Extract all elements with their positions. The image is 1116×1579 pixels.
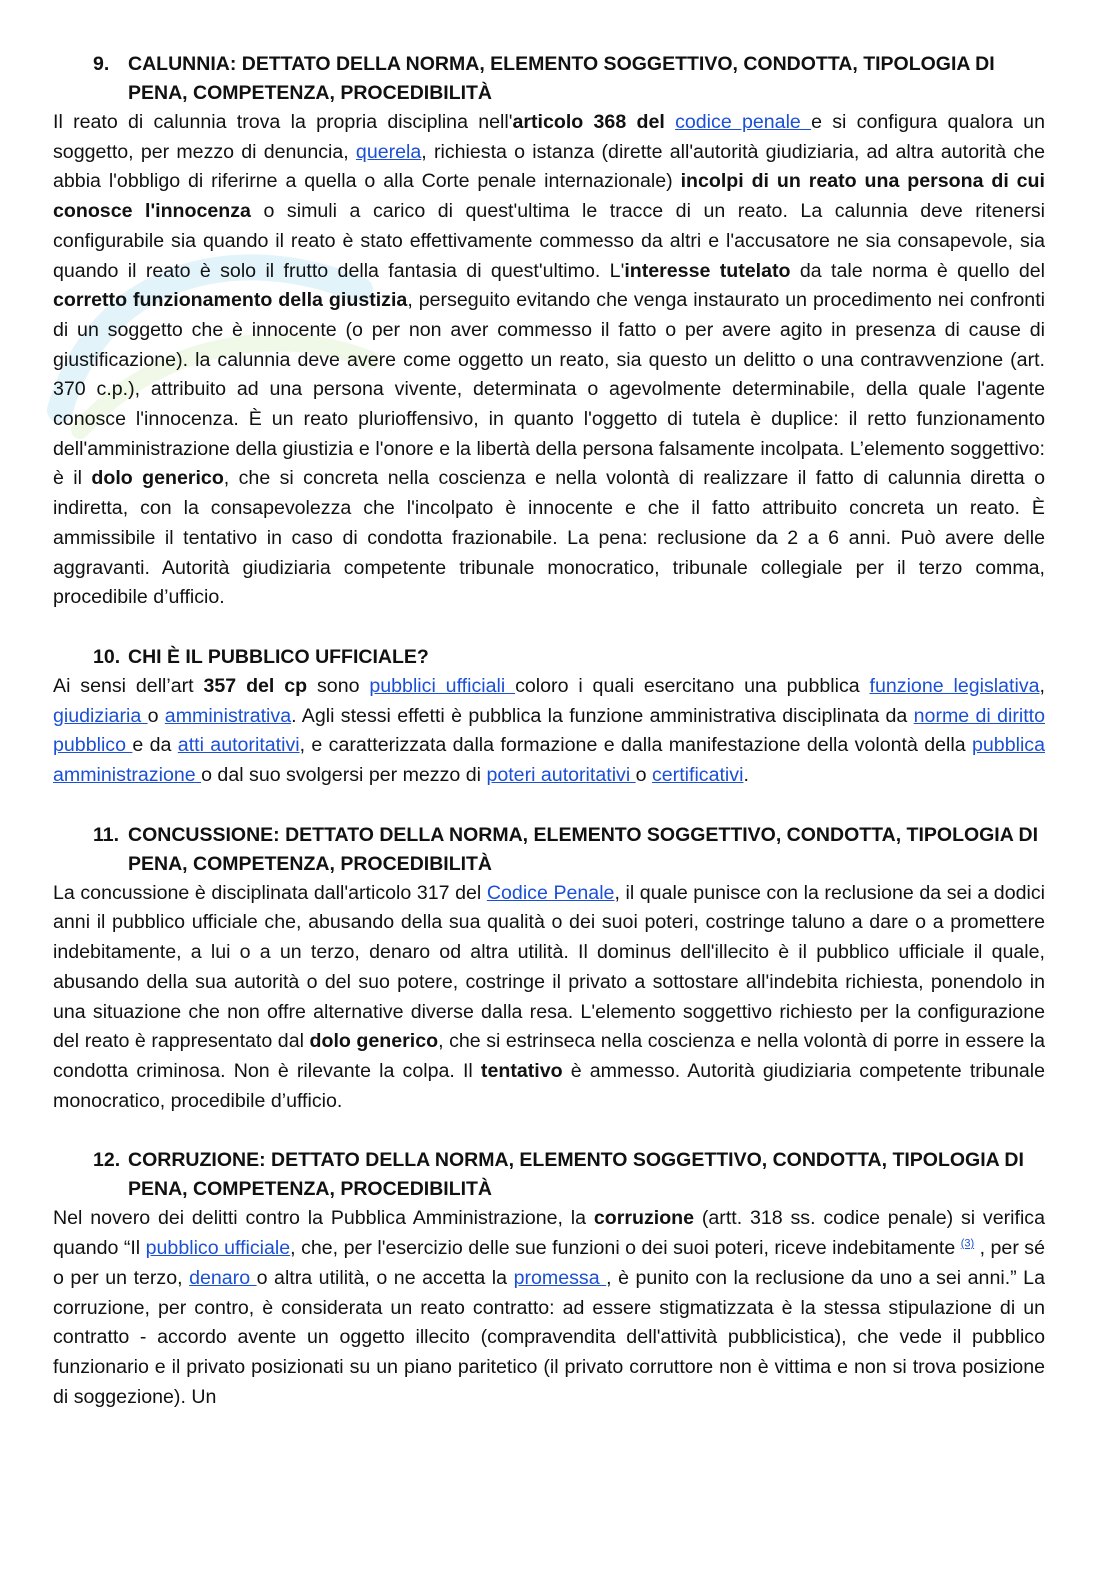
inline-link[interactable]: pubblica amministrazione: [53, 734, 1045, 787]
section-body: [53, 108, 1045, 613]
inline-link[interactable]: poteri autoritativi: [486, 764, 636, 787]
inline-link[interactable]: pubblici ufficiali: [369, 674, 516, 697]
bold-text: dolo generico: [91, 467, 224, 490]
text-run: , che, per l'esercizio delle sue funzioni o dei suoi poteri, riceve indebitamente: [290, 1237, 961, 1260]
text-run: , per sé o per un terzo,: [53, 1237, 1045, 1289]
section-10: [53, 643, 1045, 791]
section-11: [53, 821, 1045, 1117]
text-run: da tale norma è quello del: [790, 259, 1045, 282]
text-run: e si configura qualora un soggetto, per mezzo di denuncia,: [53, 111, 1045, 163]
inline-link[interactable]: atti autoritativi: [177, 734, 300, 757]
bold-text: articolo 368 del: [512, 111, 665, 133]
section-body: [53, 672, 1045, 791]
section-heading: [53, 1146, 1045, 1204]
section-title: CONCUSSIONE: DETTATO DELLA NORMA, ELEMENTO SOGGETTIVO, CONDOTTA, TIPOLOGIA DI PENA, COMPETENZA, PROCEDIBILITÀ: [128, 823, 1039, 875]
section-title: CHI È IL PUBBLICO UFFICIALE?: [128, 645, 429, 668]
bold-text: 357 del cp: [203, 674, 308, 697]
text-run: , che si concreta nella coscienza e nella volontà di realizzare il fatto di calunnia diretta o indiretta, con la consapevolezza che l'incolpato è innocente e che il fatto attribuito concreta un reato. È ammissibile il tentativo in caso di condotta frazionabile. La pena: reclusione da 2 a 6 anni. Può avere delle aggravanti. Autorità giudiziaria competente tribunale monocratico, tribunale collegiale per il terzo comma, procedibile d’ufficio.: [53, 467, 1045, 609]
text-run: , e caratterizzata dalla formazione e dalla manifestazione della volontà della: [299, 734, 972, 757]
inline-link[interactable]: promessa: [513, 1266, 607, 1289]
bold-text: interesse tutelato: [624, 259, 791, 282]
section-heading: [53, 821, 1045, 879]
section-number: 10.: [93, 645, 121, 668]
inline-link[interactable]: denaro: [189, 1266, 257, 1289]
section-heading: [53, 50, 1045, 108]
section-body: [53, 1204, 1045, 1412]
text-run: o dal suo svolgersi per mezzo di: [201, 764, 487, 787]
text-run: , che si estrinseca nella coscienza e nella volontà di porre in essere la condotta criminosa. Non è rilevante la colpa. Il: [53, 1030, 1046, 1082]
text-run: Ai sensi dell’art: [53, 674, 204, 697]
section-9: [53, 50, 1045, 613]
inline-link[interactable]: Codice Penale: [486, 881, 615, 904]
text-run: coloro i quali esercitano una pubblica: [515, 674, 870, 697]
text-run: sono: [307, 674, 370, 697]
inline-link[interactable]: certificativi: [651, 764, 744, 787]
text-run: Nel novero dei delitti contro la Pubblica Amministrazione, la: [53, 1207, 594, 1230]
section-number: 12.: [93, 1149, 121, 1172]
text-run: . Agli stessi effetti è pubblica la funzione amministrativa disciplinata da: [291, 704, 914, 727]
inline-link[interactable]: pubblico ufficiale: [145, 1237, 291, 1260]
text-run: o altra utilità, o ne accetta la: [256, 1266, 514, 1289]
text-run: , richiesta o istanza (dirette all'autorità giudiziaria, ad altra autorità che abbia l'obbligo di riferirne a quella o alla Corte penale internazionale): [53, 140, 1045, 193]
footnote-ref[interactable]: (3): [960, 1237, 975, 1250]
inline-link[interactable]: giudiziaria: [53, 704, 148, 727]
text-run: Il reato di calunnia trova la propria disciplina nell': [53, 111, 513, 133]
text-run: [665, 111, 675, 133]
text-run: o simuli a carico di quest'ultima le tracce di un reato. La calunnia deve ritenersi configurabile sia quando il reato è stato effettivamente commesso da altri e l'accusatore ne sia consapevole, sia quando il reato è solo il frutto della fantasia di quest'ultimo. L': [53, 200, 1045, 282]
section-number: 11.: [93, 823, 120, 846]
bold-text: incolpi di un reato una persona di cui conosce l'innocenza: [53, 170, 1045, 223]
text-run: , perseguito evitando che venga instaurato un procedimento nei confronti di un soggetto che è innocente (o per non aver commesso il fatto o per avere agito in presenza di cause di giustificazione). la calunnia deve avere come oggetto un reato, sia questo un delitto o una contravvenzione (art. 370 c.p.), attribuito ad una persona vivente, determinata o agevolmente determinabile, della quale l'agente conosce l'innocenza. È un reato plurioffensivo, in quanto l'oggetto di tutela è duplice: il retto funzionamento dell'amministrazione della giustizia e l'onore e la libertà della persona falsamente incolpata. L’elemento soggettivo: è il: [53, 289, 1045, 490]
bold-text: dolo generico: [309, 1030, 439, 1053]
document-page: [53, 50, 1045, 1412]
text-run: è ammesso. Autorità giudiziaria competente tribunale monocratico, procedibile d’ufficio.: [53, 1059, 1045, 1112]
text-run: (artt. 318 ss. codice penale) si verifica quando “Il: [53, 1207, 1045, 1260]
section-12: [53, 1146, 1045, 1412]
section-number: 9.: [93, 53, 110, 75]
text-run: o: [635, 764, 652, 787]
text-run: o: [147, 704, 165, 727]
inline-link[interactable]: codice penale: [675, 111, 812, 133]
section-title: CORRUZIONE: DETTATO DELLA NORMA, ELEMENTO SOGGETTIVO, CONDOTTA, TIPOLOGIA DI PENA, COMPETENZA, PROCEDIBILITÀ: [128, 1149, 1024, 1201]
inline-link[interactable]: querela: [355, 140, 422, 163]
inline-link[interactable]: amministrativa: [164, 704, 292, 727]
bold-text: corretto funzionamento della giustizia: [53, 289, 408, 312]
text-run: , il quale punisce con la reclusione da sei a dodici anni il pubblico ufficiale che, abusando della sua qualità o dei suoi poteri, costringe taluno a dare o a promettere indebitamente, a lui o a un terzo, denaro od altra utilità. Il dominus dell'illecito è il pubblico ufficiale il quale, abusando della sua autorità o del suo potere, costringe il privato a sottostare all'indebita richiesta, ponendolo in una situazione che non offre alternative diverse dalla resa. L'elemento soggettivo richiesto per la configurazione del reato è rappresentato dal: [53, 881, 1045, 1053]
inline-link[interactable]: funzione legislativa: [869, 674, 1040, 697]
bold-text: tentativo: [480, 1059, 563, 1082]
bold-text: corruzione: [593, 1207, 695, 1230]
text-run: e da: [132, 734, 178, 757]
section-heading: [53, 643, 1045, 672]
text-run: .: [743, 764, 749, 787]
inline-link[interactable]: norme di diritto pubblico: [53, 704, 1046, 757]
text-run: La concussione è disciplinata dall'articolo 317 del: [53, 881, 487, 904]
text-run: , è punito con la reclusione da uno a sei anni.” La corruzione, per contro, è considerata un reato contratto: ad essere stigmatizzata è la stessa stipulazione di un contratto - accordo avente un oggetto illecito (compravendita dell'attività pubblicistica), che vede il pubblico funzionario e il privato posizionati su un piano paritetico (il privato corruttore non è vittima e non si trova posizione di soggezione). Un: [53, 1266, 1045, 1408]
section-title: CALUNNIA: DETTATO DELLA NORMA, ELEMENTO SOGGETTIVO, CONDOTTA, TIPOLOGIA DI PENA, COMPETENZA, PROCEDIBILITÀ: [128, 53, 995, 104]
section-body: [53, 879, 1045, 1117]
text-run: ,: [1039, 674, 1045, 697]
